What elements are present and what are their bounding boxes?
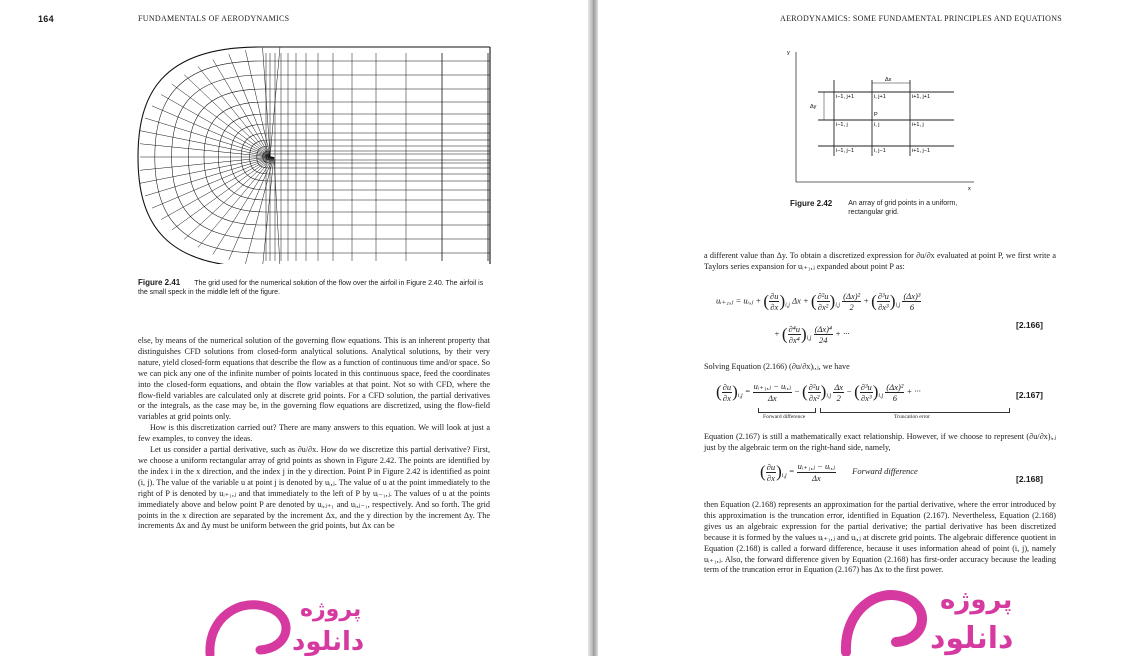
truncation-error-brace <box>820 408 1010 413</box>
grid-point-label: i−1, j−1 <box>836 148 855 154</box>
equation-2-166-line-1: uᵢ₊₁,ⱼ = uᵢ,ⱼ + ( $\frac{\partial u}{\partial x}$ )$_{i,j}$ Δx + ( $\frac{\text{∂²u}}{\text{∂x²}}$ )$_{i,j}$ $\frac{\text{(Δx)²}}{2}$ + ( $\frac{\text{∂³u}}{\text{∂x³}}$ )$_{i,j}$ $\frac{\text{(Δx)³}}{6}$ <box>716 291 921 312</box>
watermark-text: دانلود <box>930 621 1014 656</box>
solving-text: Solving Equation (2.166) (∂u/∂x)ᵢ,ⱼ, we have <box>704 362 850 371</box>
equation-number: [2.167] <box>1016 390 1043 400</box>
grid-point-label: i+1, j+1 <box>912 94 931 100</box>
watermark-text: پروژه <box>940 585 1013 615</box>
right-para-3: then Equation (2.168) represents an approximation for the partial derivative, where the error introduced by this approximation is the truncation error, identified in Equation (2.167). Nevertheless, Equation (2.168) gives us an algebraic expression for the partial derivative; the partial derivative has been discretized because it is formed by the values uᵢ₊₁,ⱼ and uᵢ,ⱼ at discrete grid points. The algebraic difference quotient in Equation (2.168) is called a forward difference, because it uses information ahead of point (i, j), namely uᵢ₊₁,ⱼ. Also, the forward difference given by Equation (2.168) has first-order accuracy because the leading term of the truncation error in Equation (2.167) has Δx to the first power. <box>704 500 1056 575</box>
equation-lhs: uᵢ₊₁,ⱼ = uᵢ,ⱼ + <box>716 295 762 306</box>
equation-2-167: ( $\frac{\partial u}{\partial x}$ )$_{i,j}$ = $\frac{\text{uᵢ₊₁,ⱼ − uᵢ,ⱼ}}{\Delta x}$ − ( $\frac{\text{∂²u}}{\text{∂x²}}$ )$_{i,j}$ $\frac{\Delta x}{2}$ − ( $\frac{\text{∂³u}}{\text{∂x³}}$ )$_{i,j}$ $\frac{\text{(Δx)²}}{6}$ + ··· <box>716 381 921 403</box>
watermark-text: دانلود <box>292 627 365 656</box>
figure-2-42-caption-block <box>790 199 980 217</box>
equation-number: [2.168] <box>1016 474 1043 484</box>
running-header-right: AERODYNAMICS: SOME FUNDAMENTAL PRINCIPLES AND EQUATIONS <box>780 14 1063 23</box>
watermark-text: پروژه <box>300 597 362 622</box>
paragraph: else, by means of the numerical solution of the governing flow equations. This is an inherent property that distinguishes CFD solutions from closed-form analytical solutions. Analytical solutions, by their very nature, yield closed-form equations that describe the flow as a function of continuous time and/or space. So we can pick any one of the infinite number of points located in this continuous space, feed the coordinates into the closed-form equations, and obtain the flow variables at that point. Not so with CFD, where the flow-field variables are calculated only at discrete grid points. For a CFD solution, the partial derivatives or the integrals, as the case may be, in the governing flow equations are discretized, using the flow-field variables at grid points only. <box>138 336 490 422</box>
grid-point-label: i, j+1 <box>874 94 886 100</box>
grid-point-label: i+1, j <box>912 122 924 128</box>
equation-annotation: Forward difference <box>852 465 918 476</box>
figure-2-41-caption-block <box>138 278 488 297</box>
paragraph: Let us consider a partial derivative, such as ∂u/∂x. How do we discretize this partial derivative? First, we choose a uniform rectangular array of grid points as shown in Figure 2.42. The points are identified by the index i in the x direction, and the index j in the y direction. Point P in Figure 2.42 is identified as point (i, j). The value of the variable u at point j is denoted by uᵢ,ⱼ. The value of u at the point immediately to the right of P is denoted by uᵢ₊₁,ⱼ and that immediately to the left of P by uᵢ₋₁,ⱼ. The values of u at the points immediately above and below point P are denoted by uᵢ,ⱼ₊₁ and uᵢ,ⱼ₋₁, respectively. And so forth. The grid points in the x direction are separated by the increment Δx, and the y direction by the increment Δy. The increments Δx and Δy must be uniform between the grid points, but Δx can be <box>138 445 490 531</box>
delta-y-label: Δy <box>810 104 817 110</box>
forward-difference-note: Forward difference <box>763 414 806 420</box>
equation-number: [2.166] <box>1016 320 1043 330</box>
grid-point-label: i, j−1 <box>874 148 886 154</box>
watermark-logo-left <box>200 588 400 656</box>
figure-label: Figure 2.42 <box>790 199 833 208</box>
left-body-text <box>138 336 490 532</box>
figure-caption: The grid used for the numerical solution of the flow over the airfoil in Figure 2.40. The airfoil is the small speck in the middle left of the figure. <box>138 280 484 296</box>
watermark-logo-right <box>836 572 1036 656</box>
grid-points-figure <box>784 44 980 192</box>
running-header-left: FUNDAMENTALS OF AERODYNAMICS <box>138 14 290 23</box>
delta-x-label: Δx <box>885 77 892 83</box>
right-para-1: a different value than Δy. To obtain a discretized expression for ∂u/∂x evaluated at point P, we first write a Taylors series expansion for uᵢ₊₁,ⱼ expanded about point P as: <box>704 251 1056 271</box>
grid-point-label: i+1, j−1 <box>912 148 931 154</box>
figure-label: Figure 2.41 <box>138 278 181 287</box>
truncation-error-note: Truncation error <box>894 414 930 420</box>
x-axis-label: x <box>968 186 971 192</box>
y-axis-label: y <box>787 50 790 56</box>
equation-2-166-line-2: + ( $\frac{\text{∂⁴u}}{\text{∂x⁴}}$ )$_{i,j}$ $\frac{\text{(Δx)⁴}}{24}$ + ··· <box>774 324 850 345</box>
forward-difference-brace <box>758 408 816 413</box>
grid-point-label: i−1, j+1 <box>836 94 855 100</box>
grid-point-label: i−1, j <box>836 122 848 128</box>
right-page <box>598 0 1130 656</box>
equation-2-168: ( $\frac{\partial u}{\partial x}$ )$_{i,j}$ = $\frac{\text{uᵢ₊₁,ⱼ − uᵢ,ⱼ}}{\Delta x}$ Forward difference <box>760 461 918 483</box>
paragraph: How is this discretization carried out? There are many answers to this equation. We will look at just a few examples, to convey the ideas. <box>138 423 490 444</box>
airfoil-grid-figure <box>130 40 495 264</box>
series-continuation: + ··· <box>835 328 850 339</box>
point-p-label: P <box>874 112 878 118</box>
right-para-2: Equation (2.167) is still a mathematically exact relationship. However, if we choose to represent (∂u/∂x)ᵢ,ⱼ just by the algebraic term on the right-hand side, namely, <box>704 432 1056 452</box>
grid-point-label: i, j <box>874 122 880 128</box>
figure-caption: An array of grid points in a uniform, rectangular grid. <box>848 200 958 216</box>
book-gutter <box>588 0 598 656</box>
page-number: 164 <box>38 14 54 24</box>
